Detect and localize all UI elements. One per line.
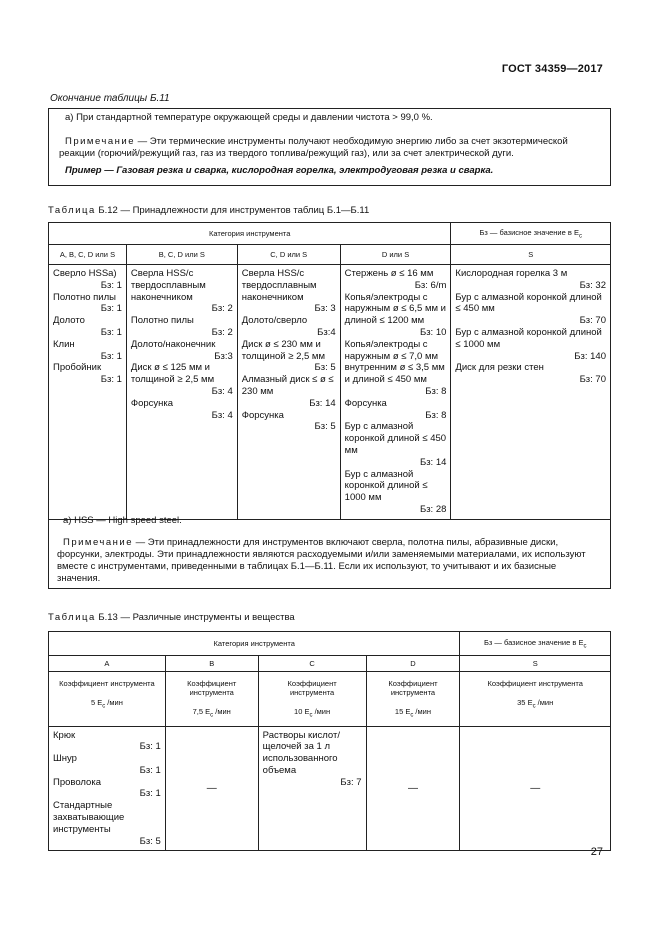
item-name: Сверла HSS/с твердосплавным наконечником xyxy=(130,268,206,303)
page-number: 27 xyxy=(590,846,603,858)
coefficient-cell: Коэффициент инструмента 10 $E_c$ /мин xyxy=(258,672,366,727)
item-value: Бз: 4 xyxy=(211,409,233,421)
item-name: Полотно пилы xyxy=(53,291,116,303)
item-name: Форсунка xyxy=(344,397,387,409)
item-name: Растворы кислот/щелочей за 1 л использованного объема xyxy=(262,729,340,776)
item-name: Копья/электроды с наружным ø ≤ 6,5 мм и длиной ≤ 1200 мм xyxy=(344,291,446,327)
table-b11-notes xyxy=(48,108,611,186)
item-name: Бур с алмазной коронкой длиной ≤ 450 мм xyxy=(344,421,447,456)
col-header: C, D или S xyxy=(237,245,340,265)
item-name: Пробойник xyxy=(53,362,102,374)
item-name: Крюк xyxy=(53,729,76,741)
item-value: Бз: 140 xyxy=(574,350,606,362)
item-value: Бз: 28 xyxy=(419,503,447,515)
empty-dash-cell: — xyxy=(460,726,611,851)
item-value: Бз: 1 xyxy=(100,279,122,291)
item-name: Сверла HSS/с твердосплавным наконечником xyxy=(241,268,317,303)
col-header: A xyxy=(49,656,166,672)
note xyxy=(59,136,600,160)
item-value: Бз: 5 xyxy=(314,421,336,433)
item-value: Бз: 1 xyxy=(139,764,161,776)
item-value: Бз: 3 xyxy=(314,303,336,315)
item-name: Бур с алмазной коронкой длиной ≤ 1000 мм xyxy=(344,468,428,504)
item-name: Форсунка xyxy=(241,409,284,421)
item-value: Бз: 10 xyxy=(419,326,447,338)
table-cell xyxy=(49,265,127,520)
footnote-a: а) HSS — High speed steel. xyxy=(63,515,182,526)
coefficient-cell: Коэффициент инструмента 5 $E_c$ /мин xyxy=(49,672,166,727)
item-value: Бз: 1 xyxy=(139,788,161,800)
item-name: Бур с алмазной коронкой длиной ≤ 1000 мм xyxy=(455,326,602,350)
table-b13-title xyxy=(48,612,295,623)
item-name: Полотно пилы xyxy=(130,315,194,327)
item-value: Бз: 70 xyxy=(579,374,606,386)
table-title-text: Б.12 — Принадлежности для инструментов таблиц Б.1—Б.11 xyxy=(95,205,370,216)
note-text: — Эти термические инструменты получают необходимую энергию либо за счет экзотермической реакции (горючий/режущий газ, газ из твердого топлива/режущий газ), или за счет электрической дуги. xyxy=(59,136,568,159)
item-value: Бз:4 xyxy=(317,326,336,338)
footnote-a: а) При стандартной температуре окружающей среды и давлении чистота > 99,0 %. xyxy=(65,112,433,123)
item-value: Бз: 5 xyxy=(314,362,336,374)
item-name: Шнур xyxy=(53,753,77,765)
col-header: D или S xyxy=(340,245,451,265)
item-name: Диск ø ≤ 230 мм и толщиной ≥ 2,5 мм xyxy=(241,338,325,362)
table-label: Таблица xyxy=(48,205,96,216)
item-name: Диск ø ≤ 125 мм и толщиной ≥ 2,5 мм xyxy=(130,362,215,386)
item-value: Бз: 1 xyxy=(100,303,122,315)
item-name: Стержень ø ≤ 16 мм xyxy=(344,268,434,279)
example: Пример — Газовая резка и сварка, кислородная горелка, электродуговая резка и сварка. xyxy=(65,165,494,176)
coefficient-cell: Коэффициент инструмента 35 $E_c$ /мин xyxy=(460,672,611,727)
coefficient-cell: Коэффициент инструмента 15 $E_c$ /мин xyxy=(366,672,460,727)
item-name: Клин xyxy=(53,338,75,350)
col-header: C xyxy=(258,656,366,672)
item-name: Форсунка xyxy=(130,397,174,409)
item-name: Сверло HSSа) xyxy=(53,268,117,279)
item-value: Бз: 8 xyxy=(425,409,447,421)
col-header: A, B, C, D или S xyxy=(49,245,127,265)
table-cell xyxy=(340,265,451,520)
table-b13 xyxy=(48,631,611,851)
item-value: Бз: 8 xyxy=(425,385,447,397)
col-header: B xyxy=(165,656,258,672)
item-value: Бз: 1 xyxy=(100,326,122,338)
item-value: Бз: 5 xyxy=(139,835,161,847)
table-cell xyxy=(237,265,340,520)
note xyxy=(57,537,602,585)
col-header: S xyxy=(460,656,611,672)
col-header: D xyxy=(366,656,460,672)
table-cell xyxy=(258,726,366,851)
item-value: Бз: 7 xyxy=(340,776,362,788)
table-b12 xyxy=(48,222,611,520)
item-value: Бз: 1 xyxy=(100,350,122,362)
note-text: — Эти принадлежности для инструментов включают сверла, полотна пилы, абразивные диски, форсунки, электроды. Эти принадлежности являются расходуемыми и/или заменяемыми материалами, их используют вместе с инструментами, приведенными в таблицах Б.1—Б.11. Если их используют, то учитывают и их базисные значения. xyxy=(57,537,586,584)
item-name: Копья/электроды с наружным ø ≤ 7,0 мм внутренним ø ≤ 3,5 мм и длиной ≤ 450 мм xyxy=(344,338,445,386)
continuation-caption: Окончание таблицы Б.11 xyxy=(50,93,170,104)
table-b12-title xyxy=(48,205,369,216)
item-value: Бз: 70 xyxy=(579,315,606,327)
col-header: B, C, D или S xyxy=(126,245,237,265)
category-header: Категория инструмента xyxy=(49,223,451,245)
item-name: Долото/сверло xyxy=(241,315,308,327)
table-b12-notes xyxy=(48,511,611,589)
base-value-header: Бз — базисное значение в $E_c$ xyxy=(460,632,611,656)
item-value: Бз:3 xyxy=(214,350,233,362)
coefficient-cell: Коэффициент инструмента 7,5 $E_c$ /мин xyxy=(165,672,258,727)
table-label: Таблица xyxy=(48,612,96,623)
item-name: Долото/наконечник xyxy=(130,338,216,350)
table-title-text: Б.13 — Различные инструменты и вещества xyxy=(95,612,295,623)
item-value: Бз: 14 xyxy=(309,397,336,409)
item-name: Бур с алмазной коронкой длиной ≤ 450 мм xyxy=(455,291,602,315)
note-label: Примечание xyxy=(65,136,135,147)
item-value: Бз: 4 xyxy=(211,385,233,397)
item-value: Бз: 2 xyxy=(211,303,233,315)
col-header: S xyxy=(451,245,611,265)
note-label: Примечание xyxy=(63,537,133,548)
table-cell xyxy=(49,726,166,851)
item-value: Бз: 1 xyxy=(100,374,122,386)
table-cell xyxy=(451,265,611,520)
empty-dash-cell: — xyxy=(165,726,258,851)
item-name: Долото xyxy=(53,315,85,327)
base-value-header: Бз — базисное значение в $E_c$ xyxy=(451,223,611,245)
item-name: Кислородная горелка 3 м xyxy=(455,268,568,279)
table-cell xyxy=(126,265,237,520)
item-name: Стандартные захватывающие инструменты xyxy=(53,800,125,835)
item-value: Бз: 2 xyxy=(211,326,233,338)
item-name: Проволока xyxy=(53,776,101,788)
item-value: Бз: 1 xyxy=(139,741,161,753)
empty-dash-cell: — xyxy=(366,726,460,851)
item-value: Бз: 14 xyxy=(419,456,447,468)
item-name: Диск для резки стен xyxy=(455,362,544,374)
item-value: Бз: 32 xyxy=(579,279,606,291)
item-value: Бз: 6/m xyxy=(414,279,447,291)
item-name: Алмазный диск ≤ ø ≤ 230 мм xyxy=(241,374,334,397)
document-code: ГОСТ 34359—2017 xyxy=(501,63,603,75)
category-header: Категория инструмента xyxy=(49,632,460,656)
